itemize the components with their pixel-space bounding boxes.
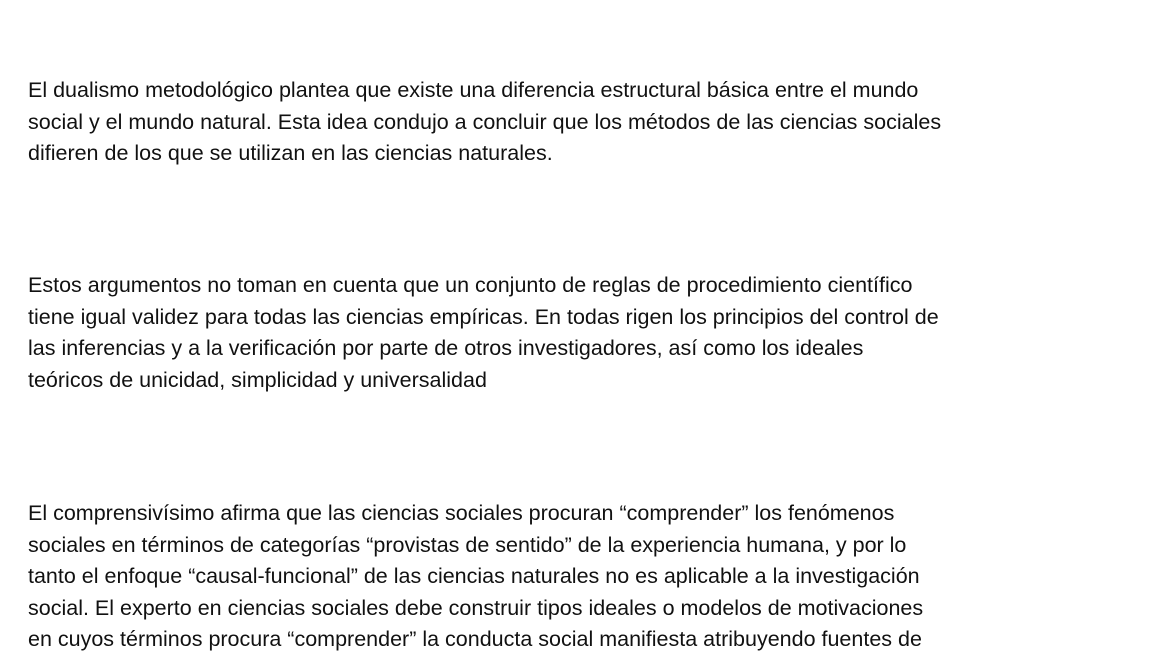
- text-line: sociales en términos de categorías “provistas de sentido” de la experiencia humana, y por lo: [28, 532, 907, 557]
- text-line: social. El experto en ciencias sociales debe construir tipos ideales o modelos de motivaciones: [28, 595, 924, 620]
- text-line: tanto el enfoque “causal-funcional” de las ciencias naturales no es aplicable a la investigación: [28, 564, 920, 588]
- paragraph-counter-arguments: [28, 270, 1143, 396]
- text-line: social y el mundo natural. Esta idea condujo a concluir que los métodos de las ciencias sociales: [28, 109, 942, 134]
- text-line: tiene igual validez para todas las ciencias empíricas. En todas rigen los principios del control de: [28, 304, 939, 329]
- text-line: las inferencias y a la verificación por parte de otros investigadores, así como los ideales: [28, 336, 864, 360]
- text-line: El comprensivísimo afirma que las ciencias sociales procuran “comprender” los fenómenos: [28, 501, 895, 525]
- text-line: difieren de los que se utilizan en las ciencias naturales.: [28, 141, 553, 165]
- text-line: en cuyos términos procura “comprender” la conducta social manifiesta atribuyendo fuentes de: [28, 627, 922, 651]
- text-line: Estos argumentos no toman en cuenta que un conjunto de reglas de procedimiento científico: [28, 273, 913, 297]
- text-line: El dualismo metodológico plantea que existe una diferencia estructural básica entre el mundo: [28, 78, 919, 102]
- text-line: teóricos de unicidad, simplicidad y universalidad: [28, 367, 487, 392]
- paragraph-methodological-dualism: [28, 75, 1143, 170]
- paragraph-comprehensivism: [28, 498, 1143, 656]
